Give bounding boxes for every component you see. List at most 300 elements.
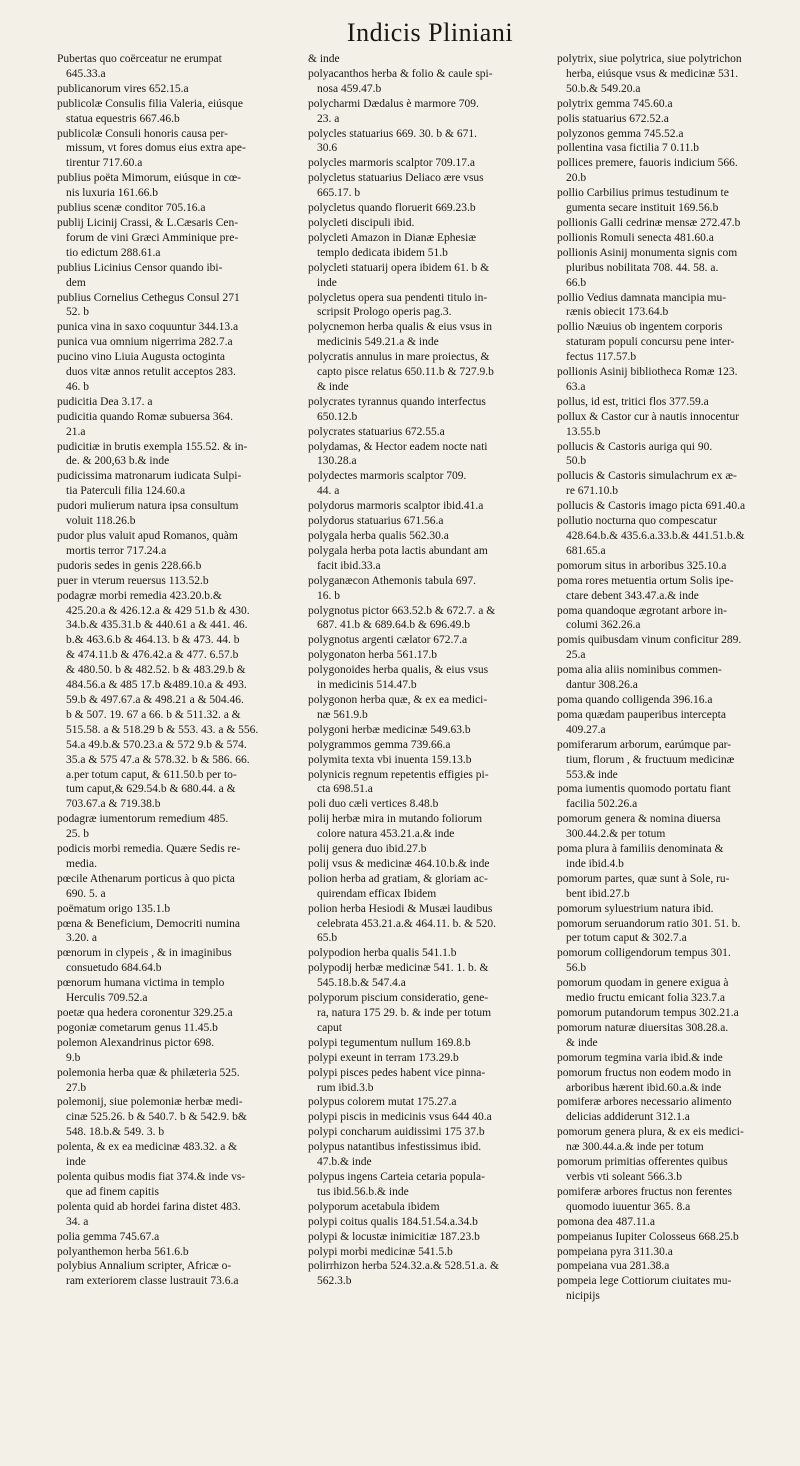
- index-entry-continuation: arboribus hærent ibid.60.a.& inde: [566, 1081, 722, 1094]
- index-entry: [557, 812, 795, 842]
- index-entry-continuation: 687. 41.b & 689.64.b & 696.49.b: [317, 619, 471, 632]
- index-entry-continuation: & inde: [566, 1036, 598, 1049]
- index-entry-headword: polytrix, siue polytrica, siue polytrichon: [557, 53, 742, 65]
- index-entry: [308, 97, 554, 127]
- index-entry-headword: polynicis regnum repetentis effigies pi-: [308, 768, 489, 781]
- index-entry-continuation: 52. b: [66, 306, 89, 319]
- index-entry-headword: polion herba ad gratiam, & gloriam ac-: [308, 872, 488, 885]
- index-entry: [308, 723, 554, 738]
- index-entry-continuation: ram exteriorem classe lustrauit 73.6.a: [66, 1275, 239, 1288]
- index-entry-headword: poma plura à familiis denominata &: [557, 843, 724, 856]
- index-entry-continuation: fectus 117.57.b: [566, 351, 637, 364]
- index-entry-continuation: 50.b.& 549.20.a: [566, 82, 641, 95]
- index-entry: [557, 291, 795, 321]
- index-entry-continuation: quomodo iuuentur 365. 8.a: [566, 1200, 691, 1213]
- index-entry-continuation: facit ibid.33.a: [317, 559, 381, 572]
- index-entry-continuation: medio fructu emicant folia 323.7.a: [566, 992, 726, 1005]
- index-entry-headword: pollionis Asinij monumenta signis com: [557, 246, 738, 259]
- index-entry-headword: polycles marmoris scalptor 709.17.a: [308, 157, 476, 170]
- index-entry-continuation: 130.28.a: [317, 455, 357, 468]
- index-entry-headword: polycleti statuarij opera ibidem 61. b &: [308, 261, 490, 274]
- index-entry-headword: polypi exeunt in terram 173.29.b: [308, 1051, 459, 1064]
- index-entry-headword: pompeiana pyra 311.30.a: [557, 1245, 673, 1258]
- index-entry-continuation: b & 507. 19. 67 a 66. b & 511.32. a &: [66, 708, 241, 721]
- index-entry-headword: polycletus quando floruerit 669.23.b: [308, 202, 476, 215]
- index-entry: [57, 97, 305, 127]
- index-entry: [57, 1036, 305, 1066]
- index-entry: [57, 1245, 305, 1260]
- index-entry: [57, 1021, 305, 1036]
- index-entry: [557, 395, 795, 410]
- index-entry: [57, 171, 305, 201]
- index-entry: [557, 52, 795, 97]
- index-entry-headword: polygnotus pictor 663.52.b & 672.7. a &: [308, 604, 496, 617]
- column-entries: [557, 52, 795, 1304]
- index-entry: [557, 1066, 795, 1096]
- index-entry-headword: polyganæcon Athemonis tabula 697.: [308, 574, 477, 587]
- index-entry-headword: pollices premere, fauoris indicium 566.: [557, 157, 738, 170]
- index-entry: [557, 365, 795, 395]
- index-entry: [57, 335, 305, 350]
- index-entry-continuation: 553.& inde: [566, 768, 618, 781]
- index-entry-continuation: 515.58. a & 518.29 b & 553. 43. a & 556.: [66, 723, 259, 736]
- index-entry-headword: polycnemon herba qualis & eius vsus in: [308, 321, 492, 334]
- index-entry: [57, 1066, 305, 1096]
- index-entry-headword: pomorum naturæ diuersitas 308.28.a.: [557, 1021, 729, 1034]
- index-entry: [308, 216, 554, 231]
- index-entry-headword: poma quando colligenda 396.16.a: [557, 693, 713, 706]
- index-entry-headword: polycletus opera sua pendenti titulo in-: [308, 291, 488, 304]
- index-entry-headword: pollucis & Castoris auriga qui 90.: [557, 440, 713, 453]
- index-entry-headword: pollutio nocturna quo compescatur: [557, 515, 718, 528]
- index-entry-headword: polypi & locustæ inimicitiæ 187.23.b: [308, 1230, 480, 1243]
- index-entry: [557, 708, 795, 738]
- index-entry-headword: polygala herba qualis 562.30.a: [308, 530, 449, 542]
- index-entry-continuation: pluribus nobilitata 708. 44. 58. a.: [566, 261, 719, 274]
- index-entry: [57, 1170, 305, 1200]
- index-entry-headword: polemonij, siue polemoniæ herbæ medi-: [57, 1096, 243, 1109]
- index-entry-continuation: capto pisce relatus 650.11.b & 727.9.b: [317, 366, 494, 379]
- index-entry-headword: punica vina in saxo coquuntur 344.13.a: [57, 321, 239, 334]
- index-entry: [557, 112, 795, 127]
- index-entry: [308, 693, 554, 723]
- index-entry-headword: poma quædam pauperibus intercepta: [557, 708, 726, 721]
- index-entry-continuation: 25.a: [566, 649, 586, 662]
- index-entry-continuation: 545.18.b.& 547.4.a: [317, 977, 406, 990]
- index-entry-headword: polypus natantibus infestissimus ibid.: [308, 1141, 482, 1154]
- index-entry-continuation: 54.a 49.b.& 570.23.a & 572 9.b & 574.: [66, 738, 247, 751]
- index-entry: [308, 201, 554, 216]
- index-entry-continuation: 409.27.a: [566, 723, 606, 736]
- index-entry: [308, 1200, 554, 1215]
- index-entry-headword: polycratis annulus in mare proiectus, &: [308, 351, 490, 364]
- index-entry-headword: polypi pisces pedes habent vice pinna-: [308, 1066, 486, 1079]
- index-entry-continuation: 20.b: [566, 172, 587, 185]
- index-entry-headword: podagræ iumentorum remedium 485.: [57, 813, 229, 826]
- index-entry: [57, 976, 305, 1006]
- index-entry: [557, 1155, 795, 1185]
- index-entry-headword: polypi tegumentum nullum 169.8.b: [308, 1036, 471, 1049]
- index-entry: [308, 991, 554, 1036]
- index-entry-headword: pogoniæ cometarum genus 11.45.b: [57, 1021, 218, 1034]
- index-entry: [557, 1274, 795, 1304]
- index-entry: [557, 320, 795, 365]
- index-entry-headword: pomorum genera & nomina diuersa: [557, 813, 721, 826]
- index-entry: [308, 291, 554, 321]
- index-entry-continuation: 650.12.b: [317, 410, 358, 423]
- index-entry-continuation: rum ibid.3.b: [317, 1081, 374, 1094]
- index-entry: [308, 1110, 554, 1125]
- index-entry: [308, 1095, 554, 1110]
- index-entry-continuation: voluit 118.26.b: [66, 515, 136, 528]
- index-entry: [308, 67, 554, 97]
- index-entry: [308, 1066, 554, 1096]
- index-entry: [308, 350, 554, 395]
- index-entry-headword: polymita texta vbi inuenta 159.13.b: [308, 753, 472, 766]
- index-entry-continuation: herba, eiúsque vsus & medicinæ 531.: [566, 67, 739, 80]
- index-entry: [308, 395, 554, 425]
- index-entry-headword: polypi coitus qualis 184.51.54.a.34.b: [308, 1215, 478, 1228]
- index-entry-headword: pollio Vedius damnata mancipia mu-: [557, 291, 727, 304]
- index-entry-headword: poëmatum origo 135.1.b: [57, 902, 171, 915]
- index-entry-continuation: tus ibid.56.b.& inde: [317, 1185, 409, 1198]
- index-entry: [308, 261, 554, 291]
- index-entry: [308, 842, 554, 857]
- page-header-title: Indicis Pliniani: [346, 18, 514, 47]
- index-entry-headword: polyporum piscium consideratio, gene-: [308, 992, 489, 1005]
- index-column-middle: [308, 52, 554, 1452]
- index-entry-headword: pomorum tegmina varia ibid.& inde: [557, 1051, 723, 1064]
- index-entry-headword: polemon Alexandrinus pictor 698.: [57, 1036, 215, 1049]
- column-entries: [308, 52, 554, 1289]
- index-entry-continuation: quirendam efficax Ibidem: [317, 887, 437, 900]
- index-entry-continuation: 562.3.b: [317, 1275, 352, 1288]
- index-entry-continuation: 35.a & 575 47.a & 578.32. b & 586. 66.: [66, 753, 250, 766]
- index-entry-continuation: medicinis 549.21.a & inde: [317, 336, 439, 349]
- index-entry-continuation: statua equestris 667.46.b: [66, 112, 180, 125]
- index-entry-continuation: inde: [66, 1156, 86, 1169]
- index-entry-continuation: rænis obiecit 173.64.b: [566, 306, 669, 319]
- index-entry-continuation: tum caput,& 629.54.b & 680.44. a &: [66, 783, 236, 796]
- index-entry-continuation: templo dedicata ibidem 51.b: [317, 246, 448, 259]
- index-entry-continuation: 56.b: [566, 962, 587, 975]
- index-column-right: [557, 52, 795, 1452]
- index-entry-headword: poma rores metuentia ortum Solis ipe-: [557, 574, 734, 587]
- index-entry-headword: podagræ morbi remedia 423.20.b.&: [57, 589, 222, 602]
- index-entry: [57, 946, 305, 976]
- index-entry-continuation: 34.b.& 435.31.b & 440.61 a & 441. 46.: [66, 619, 248, 632]
- index-entry-headword: polenta, & ex ea medicinæ 483.32. a &: [57, 1141, 238, 1154]
- index-entry-headword: pucino vino Liuia Augusta octoginta: [57, 351, 226, 364]
- index-entry: [557, 559, 795, 574]
- index-entry: [308, 738, 554, 753]
- index-entry-headword: pudicissima matronarum iudicata Sulpi-: [57, 470, 242, 483]
- index-entry: [57, 1140, 305, 1170]
- index-entry-headword: pomis quibusdam vinum conficitur 289.: [557, 634, 742, 647]
- index-entry-continuation: tia Paterculi filia 124.60.a: [66, 485, 186, 498]
- index-entry: [308, 1259, 554, 1289]
- index-entry-continuation: ra, natura 175 29. b. & inde per totum: [317, 1007, 492, 1019]
- index-entry-headword: pomorum primitias offerentes quibus: [557, 1156, 728, 1169]
- index-entry: [557, 1006, 795, 1021]
- index-entry-headword: polypi morbi medicinæ 541.5.b: [308, 1245, 453, 1258]
- index-entry-headword: polytrix gemma 745.60.a: [557, 97, 673, 110]
- index-entry-headword: poma alia aliis nominibus commen-: [557, 664, 722, 677]
- index-entry-continuation: 681.65.a: [566, 544, 606, 557]
- index-entry: [557, 1125, 795, 1155]
- index-entry-continuation: dem: [66, 276, 86, 289]
- index-entry: [57, 1095, 305, 1140]
- index-entry-continuation: 484.56.a & 485 17.b &489.10.a & 493.: [66, 679, 247, 692]
- index-entry-headword: polij genera duo ibid.27.b: [308, 843, 427, 856]
- index-entry-headword: pollux & Castor cur à nautis innocentur: [557, 410, 740, 423]
- index-entry-continuation: 46. b: [66, 380, 89, 393]
- index-entry-continuation: in medicinis 514.47.b: [317, 679, 417, 692]
- index-entry: [557, 946, 795, 976]
- index-entry: [557, 1051, 795, 1066]
- index-entry: [557, 1245, 795, 1260]
- index-entry-continuation: 44. a: [317, 485, 340, 498]
- index-entry-continuation: næ 561.9.b: [317, 708, 368, 721]
- index-entry-headword: poetæ qua hedera coronentur 329.25.a: [57, 1007, 233, 1019]
- index-entry: [557, 514, 795, 559]
- index-entry: [57, 1200, 305, 1230]
- index-entry-headword: pudor plus valuit apud Romanos, quàm: [57, 530, 238, 542]
- index-entry: [308, 797, 554, 812]
- index-entry-continuation: Herculis 709.52.a: [66, 992, 148, 1005]
- index-entry-continuation: 47.b.& inde: [317, 1156, 372, 1169]
- index-entry-headword: polycharmi Dædalus è marmore 709.: [308, 97, 479, 110]
- index-entry-headword: pœnorum in clypeis , & in imaginibus: [57, 947, 232, 960]
- index-entry-headword: pomona dea 487.11.a: [557, 1215, 655, 1228]
- index-entry-headword: polygonaton herba 561.17.b: [308, 649, 438, 662]
- index-entry: [57, 261, 305, 291]
- index-entry-headword: polycleti Amazon in Dianæ Ephesiæ: [308, 231, 477, 244]
- index-entry-continuation: duos vitæ annos retulit acceptos 283.: [66, 366, 236, 379]
- index-entry: [57, 82, 305, 97]
- index-entry-continuation: & 474.11.b & 476.42.a & 477. 6.57.b: [66, 649, 239, 662]
- index-entry-headword: polyzonos gemma 745.52.a: [557, 127, 684, 140]
- index-entry-headword: publius Licinius Censor quando ibi-: [57, 261, 223, 274]
- index-entry: [308, 1036, 554, 1051]
- index-entry-headword: pomorum partes, quæ sunt à Sole, ru-: [557, 872, 730, 885]
- index-entry-headword: polycrates statuarius 672.55.a: [308, 425, 445, 438]
- index-entry-continuation: tirentur 717.60.a: [66, 157, 143, 170]
- index-entry-continuation: 25. b: [66, 828, 89, 841]
- index-entry-continuation: 59.b & 497.67.a & 498.21 a & 504.46.: [66, 693, 244, 706]
- index-entry-continuation: 16. b: [317, 589, 340, 602]
- index-entry-continuation: 13.55.b: [566, 425, 601, 438]
- index-entry-headword: polygonoides herba qualis, & eius vsus: [308, 664, 489, 677]
- index-entry: [557, 976, 795, 1006]
- index-entry-continuation: colore natura 453.21.a.& inde: [317, 828, 455, 841]
- index-entry: [557, 693, 795, 708]
- index-entry: [308, 961, 554, 991]
- index-entry: [557, 663, 795, 693]
- index-entry: [57, 589, 305, 813]
- index-entry: [557, 917, 795, 947]
- index-entry: [557, 127, 795, 142]
- index-entry-continuation: 63.a: [566, 380, 586, 393]
- index-entry: [57, 1006, 305, 1021]
- index-entry-continuation: nicipijs: [566, 1290, 600, 1303]
- index-entry: [308, 1215, 554, 1230]
- index-entry: [308, 1170, 554, 1200]
- index-entry-headword: polybius Annalium scripter, Africæ o-: [57, 1260, 232, 1273]
- index-entry-headword: polion herba Hesiodi & Musæi laudibus: [308, 902, 493, 915]
- index-entry: [308, 648, 554, 663]
- index-entry-continuation: mortis terror 717.24.a: [66, 544, 167, 557]
- index-entry-headword: pomorum quodam in genere exigua à: [557, 977, 729, 990]
- index-entry-headword: podicis morbi remedia. Quære Sedis re-: [57, 843, 241, 856]
- index-entry-headword: pomiferarum arborum, earúmque par-: [557, 738, 732, 751]
- index-entry-headword: pœcile Athenarum porticus à quo picta: [57, 872, 235, 885]
- column-entries: [57, 52, 305, 1289]
- index-entry-headword: polygala herba pota lactis abundant am: [308, 544, 488, 557]
- index-entry-continuation: 27.b: [66, 1081, 87, 1094]
- index-entry: [557, 156, 795, 186]
- index-entry-headword: pomorum syluestrium natura ibid.: [557, 902, 714, 915]
- index-entry: [557, 186, 795, 216]
- index-entry: [57, 216, 305, 261]
- index-entry-headword: polemonia herba quæ & philæteria 525.: [57, 1066, 240, 1079]
- index-entry: [57, 574, 305, 589]
- index-entry-headword: pomorum seruandorum ratio 301. 51. b.: [557, 917, 741, 930]
- index-entry-headword: polygoni herbæ medicinæ 549.63.b: [308, 723, 471, 736]
- index-entry-continuation: 30.6: [317, 142, 338, 155]
- index-entry: [557, 1095, 795, 1125]
- index-entry-continuation: a.per totum caput, & 611.50.b per to-: [66, 768, 237, 781]
- index-entry-headword: pomorum situs in arboribus 325.10.a: [557, 559, 727, 572]
- index-entry-headword: pomorum genera plura, & ex eis medici-: [557, 1126, 744, 1139]
- index-entry-continuation: gumenta secare instituit 169.56.b: [566, 202, 719, 215]
- index-entry-headword: polenta quid ab hordei farina distet 483.: [57, 1200, 241, 1213]
- index-entry-headword: pomiferæ arbores necessario alimento: [557, 1096, 732, 1109]
- index-entry-headword: polyanthemon herba 561.6.b: [57, 1245, 189, 1258]
- index-entry: [308, 857, 554, 872]
- index-entry-headword: pomorum fructus non eodem modo in: [557, 1066, 732, 1079]
- index-entry-headword: pollio Næuius ob ingentem corporis: [557, 321, 723, 334]
- index-entry: [57, 201, 305, 216]
- index-entry-continuation: re 671.10.b: [566, 485, 619, 498]
- index-entry-headword: publius poëta Mimorum, eiúsque in cœ-: [57, 172, 241, 185]
- index-entry-headword: puer in vterum reuersus 113.52.b: [57, 574, 209, 587]
- index-entry-headword: polirrhizon herba 524.32.a.& 528.51.a. &: [308, 1260, 499, 1273]
- index-entry: [57, 127, 305, 172]
- index-entry-continuation: de. & 200,63 b.& inde: [66, 455, 170, 468]
- index-entry: [57, 350, 305, 395]
- index-entry-continuation: b.& 463.6.b & 464.13. b & 473. 44. b: [66, 634, 240, 647]
- index-entry: [57, 559, 305, 574]
- index-entry-continuation: dantur 308.26.a: [566, 679, 638, 692]
- index-entry-headword: publicolæ Consulis filia Valeria, eiúsque: [57, 97, 243, 110]
- index-entry-continuation: 300.44.2.& per totum: [566, 828, 666, 841]
- index-entry-headword: pudicitia Dea 3.17. a: [57, 395, 153, 408]
- index-entry: [308, 1245, 554, 1260]
- index-entry-headword: pollucis & Castoris simulachrum ex æ-: [557, 470, 737, 483]
- index-column-left: [57, 52, 305, 1452]
- index-entry-headword: Pubertas quo coërceatur ne erumpat: [57, 53, 222, 65]
- index-entry-headword: pollus, id est, tritici flos 377.59.a: [557, 395, 709, 408]
- index-entry: [57, 842, 305, 872]
- index-entry-headword: polypus ingens Carteia cetaria popula-: [308, 1170, 485, 1183]
- index-entry: [308, 425, 554, 440]
- index-entry: [308, 320, 554, 350]
- index-entry-headword: polenta quibus modis fiat 374.& inde vs-: [57, 1170, 246, 1183]
- index-entry-headword: polyacanthos herba & folio & caule spi-: [308, 67, 493, 80]
- index-entry-continuation: 9.b: [66, 1051, 81, 1064]
- index-entry: [57, 902, 305, 917]
- index-entry: [557, 1230, 795, 1245]
- index-entry: [308, 753, 554, 768]
- index-entry-headword: pudoris sedes in genis 228.66.b: [57, 559, 202, 572]
- index-entry-continuation: 665.17. b: [317, 187, 361, 200]
- index-entry: [557, 1185, 795, 1215]
- index-entry: [308, 1051, 554, 1066]
- index-entry-headword: polycletus statuarius Deliaco ære vsus: [308, 172, 484, 185]
- index-entry-headword: publicanorum vires 652.15.a: [57, 82, 189, 95]
- index-entry: [57, 872, 305, 902]
- index-entry-headword: polygrammos gemma 739.66.a: [308, 738, 451, 751]
- index-entry: [557, 902, 795, 917]
- index-entry-headword: pollentina vasa fictilia 7 0.11.b: [557, 142, 700, 155]
- index-entry: [308, 156, 554, 171]
- index-entry-continuation: næ 300.44.a.& inde per totum: [566, 1141, 704, 1154]
- index-entry-continuation: 66.b: [566, 276, 587, 289]
- index-entry-continuation: inde: [317, 276, 337, 289]
- index-entry: [57, 917, 305, 947]
- index-entry: [57, 529, 305, 559]
- index-entry: [557, 842, 795, 872]
- index-entry: [557, 231, 795, 246]
- index-entry: [57, 499, 305, 529]
- index-entry: [308, 1140, 554, 1170]
- index-entry-continuation: tium, florum , & fructuum medicinæ: [566, 753, 735, 766]
- index-entry-continuation: 645.33.a: [66, 67, 106, 80]
- index-entry-headword: pudicitiæ in brutis exempla 155.52. & in-: [57, 440, 248, 453]
- index-entry-headword: & inde: [308, 53, 340, 65]
- index-entry: [557, 440, 795, 470]
- index-entry-headword: pollionis Asinij bibliotheca Romæ 123.: [557, 366, 738, 379]
- index-entry-continuation: bent ibid.27.b: [566, 887, 630, 900]
- index-entry-continuation: facilia 502.26.a: [566, 798, 638, 811]
- index-entry-continuation: 690. 5. a: [66, 887, 106, 900]
- index-entry: [557, 246, 795, 291]
- index-entry: [308, 499, 554, 514]
- index-entry: [308, 812, 554, 842]
- index-entry-headword: pomorum colligendorum tempus 301.: [557, 947, 731, 960]
- index-entry-headword: publij Licinij Crassi, & L.Cæsaris Cen-: [57, 216, 239, 229]
- index-entry-headword: publius Cornelius Cethegus Consul 271: [57, 291, 240, 304]
- index-entry: [57, 52, 305, 82]
- index-entry: [308, 1230, 554, 1245]
- index-entry-continuation: 23. a: [317, 112, 340, 125]
- index-entry-headword: polydamas, & Hector eadem nocte nati: [308, 440, 488, 453]
- index-entry: [57, 320, 305, 335]
- index-entry: [557, 738, 795, 783]
- index-entry-continuation: cinæ 525.26. b & 540.7. b & 542.9. b&: [66, 1111, 247, 1124]
- index-entry-headword: poli duo cæli vertices 8.48.b: [308, 798, 439, 811]
- index-entry-headword: polydectes marmoris scalptor 709.: [308, 470, 467, 483]
- index-entry: [557, 872, 795, 902]
- index-entry: [308, 946, 554, 961]
- index-entry: [557, 216, 795, 231]
- index-entry-continuation: 34. a: [66, 1215, 89, 1228]
- index-entry-headword: polycleti discipuli ibid.: [308, 216, 415, 229]
- index-entry-continuation: tio edictum 288.61.a: [66, 246, 161, 259]
- index-entry: [557, 633, 795, 663]
- index-entry: [57, 410, 305, 440]
